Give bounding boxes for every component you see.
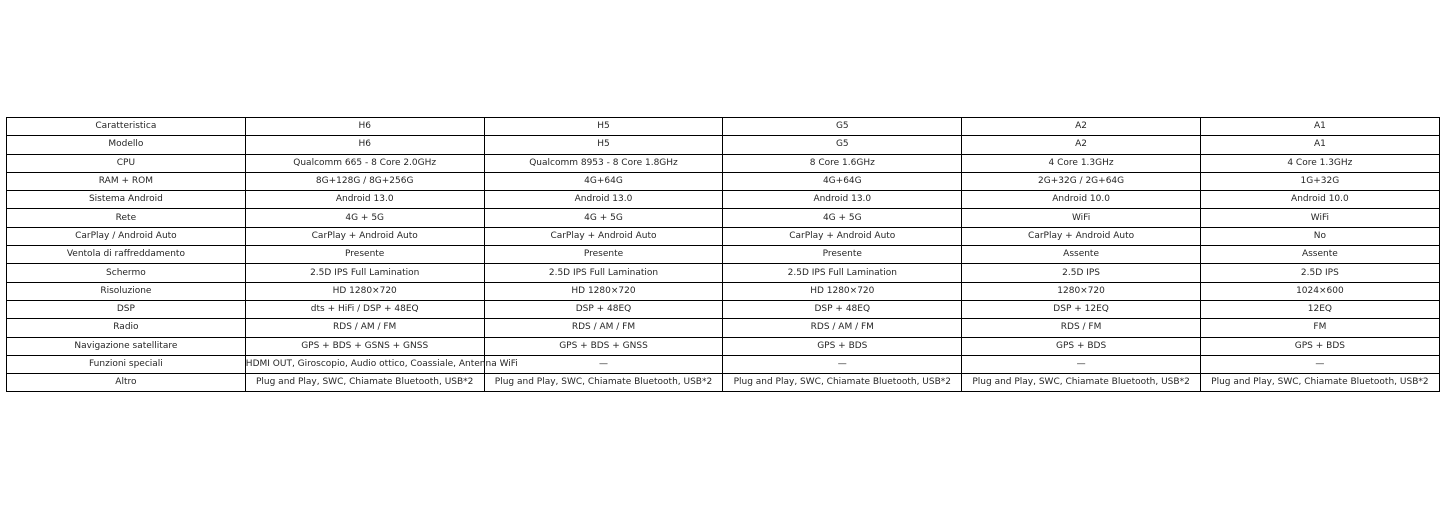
table-cell: Assente [1200,246,1439,264]
table-header-cell: Caratteristica [7,118,246,136]
table-cell: GPS + BDS + GNSS [484,337,723,355]
table-row [7,374,1440,392]
table-cell: A2 [962,136,1201,154]
table-cell: 2.5D IPS Full Lamination [723,264,962,282]
table-cell: 4G+64G [484,172,723,190]
table-cell: H6 [245,136,484,154]
table-cell: 2.5D IPS Full Lamination [245,264,484,282]
table-cell: — [1200,355,1439,373]
table-row [7,246,1440,264]
table-cell: 2.5D IPS [1200,264,1439,282]
table-row [7,300,1440,318]
table-body [7,118,1440,392]
row-label-cell: Sistema Android [7,191,246,209]
table-cell: RDS / AM / FM [245,319,484,337]
table-cell: HD 1280×720 [245,282,484,300]
table-cell: HD 1280×720 [484,282,723,300]
row-label-cell: Rete [7,209,246,227]
table-cell: 4 Core 1.3GHz [962,154,1201,172]
table-row [7,191,1440,209]
table-header-cell: A1 [1200,118,1439,136]
table-cell: Plug and Play, SWC, Chiamate Bluetooth, USB*2 [723,374,962,392]
table-row [7,209,1440,227]
table-row [7,319,1440,337]
table-cell: 12EQ [1200,300,1439,318]
spec-comparison-table [6,117,1440,392]
table-cell: CarPlay + Android Auto [484,227,723,245]
table-row [7,172,1440,190]
table-cell: Plug and Play, SWC, Chiamate Bluetooth, USB*2 [245,374,484,392]
table-cell: 4G+64G [723,172,962,190]
row-label-cell: Modello [7,136,246,154]
table-cell: Plug and Play, SWC, Chiamate Bluetooth, USB*2 [962,374,1201,392]
table-cell: Android 13.0 [723,191,962,209]
table-cell: Plug and Play, SWC, Chiamate Bluetooth, USB*2 [1200,374,1439,392]
table-row [7,337,1440,355]
table-cell: Assente [962,246,1201,264]
table-cell: 4G + 5G [245,209,484,227]
table-cell: 2.5D IPS [962,264,1201,282]
table-cell: GPS + BDS + GSNS + GNSS [245,337,484,355]
table-cell: A1 [1200,136,1439,154]
row-label-cell: Risoluzione [7,282,246,300]
row-label-cell: Altro [7,374,246,392]
table-cell: Presente [245,246,484,264]
table-row [7,355,1440,373]
table-header-cell: A2 [962,118,1201,136]
table-cell: Android 13.0 [245,191,484,209]
row-label-cell: Schermo [7,264,246,282]
table-header-cell: H6 [245,118,484,136]
table-cell: Android 10.0 [962,191,1201,209]
table-header-cell: G5 [723,118,962,136]
table-cell: DSP + 48EQ [484,300,723,318]
table-cell: HDMI OUT, Giroscopio, Audio ottico, Coassiale, Antenna WiFi [245,355,484,373]
table-cell: FM [1200,319,1439,337]
table-cell: — [723,355,962,373]
table-cell: CarPlay + Android Auto [962,227,1201,245]
row-label-cell: Navigazione satellitare [7,337,246,355]
table-cell: Plug and Play, SWC, Chiamate Bluetooth, USB*2 [484,374,723,392]
table-cell: 4G + 5G [723,209,962,227]
table-cell: 8 Core 1.6GHz [723,154,962,172]
table-cell: RDS / FM [962,319,1201,337]
row-label-cell: Ventola di raffreddamento [7,246,246,264]
row-label-cell: CarPlay / Android Auto [7,227,246,245]
table-cell: GPS + BDS [962,337,1201,355]
table-row [7,264,1440,282]
table-cell: — [484,355,723,373]
table-cell: WiFi [1200,209,1439,227]
table-cell: GPS + BDS [723,337,962,355]
table-cell: 2G+32G / 2G+64G [962,172,1201,190]
row-label-cell: Radio [7,319,246,337]
table-row [7,154,1440,172]
table-cell: Presente [723,246,962,264]
table-cell: HD 1280×720 [723,282,962,300]
table-cell: Presente [484,246,723,264]
table-cell: 1280×720 [962,282,1201,300]
table-cell: G5 [723,136,962,154]
table-cell: GPS + BDS [1200,337,1439,355]
table-cell: 2.5D IPS Full Lamination [484,264,723,282]
table-row [7,282,1440,300]
row-label-cell: Funzioni speciali [7,355,246,373]
table-cell: RDS / AM / FM [484,319,723,337]
table-cell: 8G+128G / 8G+256G [245,172,484,190]
row-label-cell: CPU [7,154,246,172]
table-cell: dts + HiFi / DSP + 48EQ [245,300,484,318]
row-label-cell: RAM + ROM [7,172,246,190]
table-row [7,227,1440,245]
table-cell: Qualcomm 665 - 8 Core 2.0GHz [245,154,484,172]
table-cell: 1G+32G [1200,172,1439,190]
table-cell: Android 13.0 [484,191,723,209]
table-cell: — [962,355,1201,373]
table-cell: H5 [484,136,723,154]
table-header-row [7,118,1440,136]
table-cell: WiFi [962,209,1201,227]
table-cell: RDS / AM / FM [723,319,962,337]
table-cell: CarPlay + Android Auto [723,227,962,245]
table-cell: 1024×600 [1200,282,1439,300]
table-cell: DSP + 48EQ [723,300,962,318]
table-cell: Android 10.0 [1200,191,1439,209]
table-cell: 4G + 5G [484,209,723,227]
table-header-cell: H5 [484,118,723,136]
table-cell: Qualcomm 8953 - 8 Core 1.8GHz [484,154,723,172]
table-cell: 4 Core 1.3GHz [1200,154,1439,172]
table-cell: No [1200,227,1439,245]
row-label-cell: DSP [7,300,246,318]
table-cell: DSP + 12EQ [962,300,1201,318]
table-cell: CarPlay + Android Auto [245,227,484,245]
table-row [7,136,1440,154]
